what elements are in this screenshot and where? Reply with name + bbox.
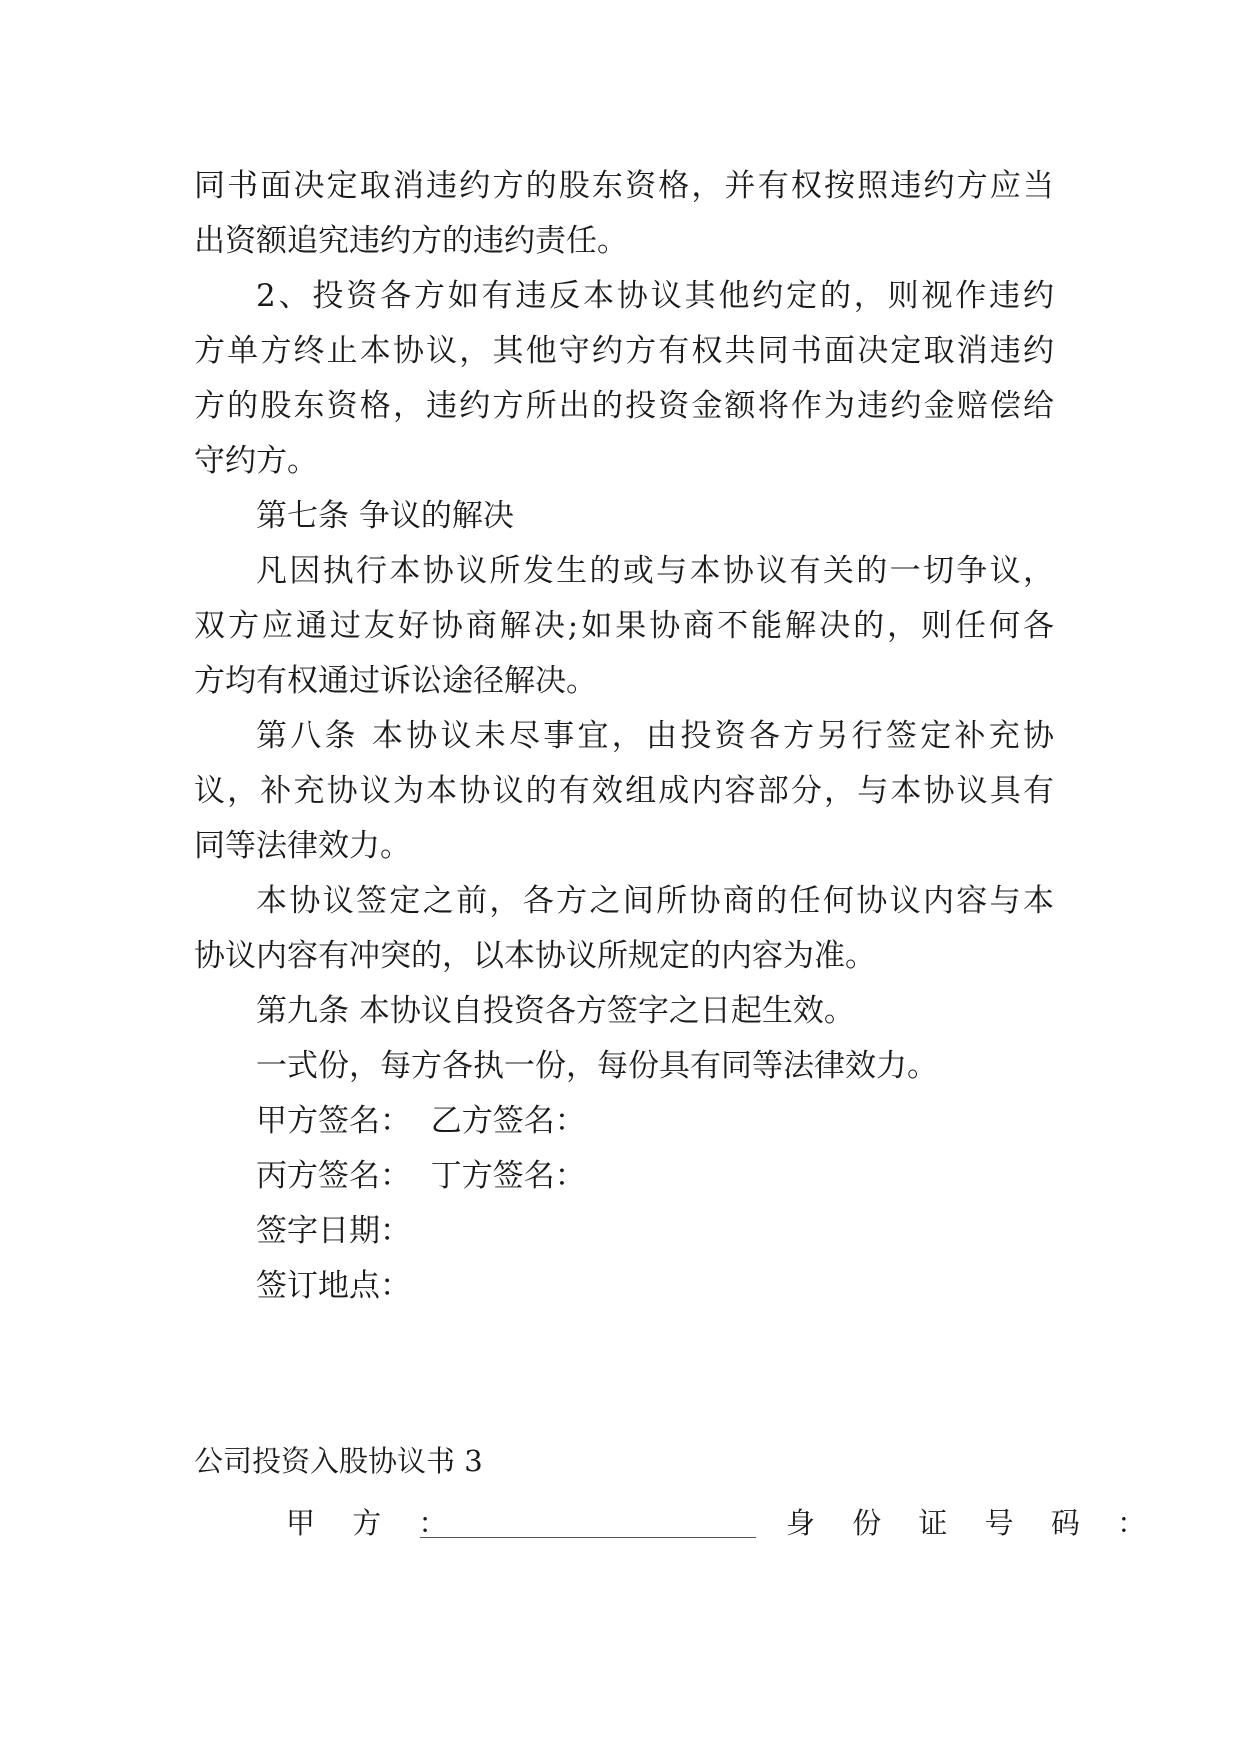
paragraph-line: 双方应通过友好协商解决;如果协商不能解决的，则任何各 [194,608,1054,644]
paragraph-line: 本协议签定之前，各方之间所协商的任何协议内容与本 [256,883,1054,919]
signature-date-line: 签字日期： [256,1213,411,1249]
party-a-blank-line [420,1537,756,1538]
paragraph-line: 协议内容有冲突的，以本协议所规定的内容为准。 [194,938,876,974]
signature-line: 甲方签名： 乙方签名： [256,1103,586,1139]
paragraph-line: 方的股东资格，违约方所出的投资金额将作为违约金赔偿给 [194,388,1054,424]
paragraph-line: 出资额追究违约方的违约责任。 [194,223,628,259]
section-title: 公司投资入股协议书 3 [194,1444,483,1478]
paragraph-line: 方单方终止本协议，其他守约方有权共同书面决定取消违约 [194,333,1054,369]
paragraph-line: 凡因执行本协议所发生的或与本协议有关的一切争议， [256,553,1054,589]
paragraph-line: 第八条 本协议未尽事宜，由投资各方另行签定补充协 [256,718,1054,754]
article-heading: 第七条 争议的解决 [256,498,514,534]
paragraph-line: 守约方。 [194,443,318,479]
party-a-label: 甲 方 ： [286,1506,462,1540]
signature-line: 丙方签名： 丁方签名： [256,1158,586,1194]
paragraph-line: 议，补充协议为本协议的有效组成内容部分，与本协议具有 [194,773,1054,809]
paragraph-line: 方均有权通过诉讼途径解决。 [194,663,597,699]
paragraph-line: 同等法律效力。 [194,828,411,864]
paragraph-line: 同书面决定取消违约方的股东资格，并有权按照违约方应当 [194,168,1054,204]
id-number-label: 身 份 证 号 码 ： [786,1506,1161,1540]
paragraph-line: 2、投资各方如有违反本协议其他约定的，则视作违约 [256,278,1054,314]
article-heading: 第九条 本协议自投资各方签字之日起生效。 [256,993,855,1029]
party-a-row [286,1501,1161,1545]
signature-place-line: 签订地点： [256,1268,411,1304]
paragraph-line: 一式份，每方各执一份，每份具有同等法律效力。 [256,1048,938,1084]
